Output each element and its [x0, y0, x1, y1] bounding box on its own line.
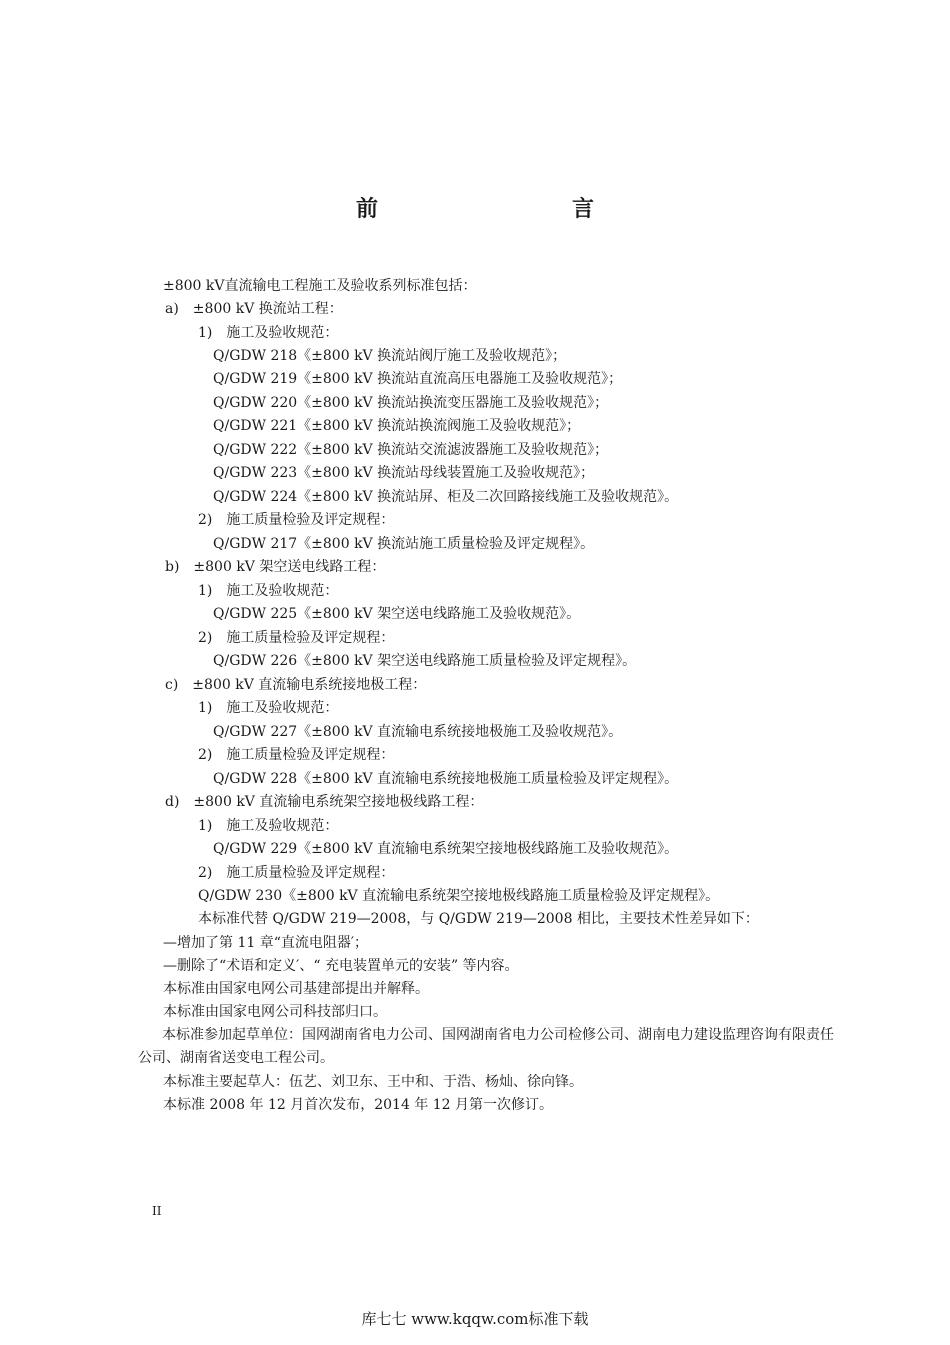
section-a-sub2: 2) 施工质量检验及评定规程：: [198, 512, 395, 528]
section-b-item2: Q/GDW 226《±800 kV 架空送电线路施工质量检验及评定规程》。: [213, 653, 637, 669]
section-a-item2: Q/GDW 217《±800 kV 换流站施工质量检验及评定规程》。: [213, 536, 595, 552]
section-b-heading: b) ±800 kV 架空送电线路工程：: [165, 559, 386, 575]
section-c-item1: Q/GDW 227《±800 kV 直流输电系统接地极施工及验收规范》。: [213, 724, 623, 740]
section-a-item: Q/GDW 218《±800 kV 换流站阀厅施工及验收规范》；: [213, 348, 567, 364]
section-a-item: Q/GDW 222《±800 kV 换流站交流滤波器施工及验收规范》；: [213, 442, 609, 458]
replace-statement: 本标准代替 Q/GDW 219—2008，与 Q/GDW 219—2008 相比，主要技术性差异如下：: [198, 911, 759, 927]
central-statement: 本标准由国家电网公司科技部归口。: [163, 1004, 387, 1020]
section-a-item: Q/GDW 224《±800 kV 换流站屏、柜及二次回路接线施工及验收规范》。: [213, 489, 679, 505]
footer-watermark: 库七七 www.kqqw.com标准下载: [361, 1310, 589, 1328]
section-a-sub1: 1) 施工及验收规范：: [198, 325, 339, 341]
intro-text: ±800 kV直流输电工程施工及验收系列标准包括：: [163, 278, 477, 294]
section-a-item: Q/GDW 220《±800 kV 换流站换流变压器施工及验收规范》；: [213, 395, 609, 411]
section-a-item: Q/GDW 221《±800 kV 换流站换流阀施工及验收规范》；: [213, 418, 581, 434]
section-c-sub2: 2) 施工质量检验及评定规程：: [198, 747, 395, 763]
section-a-item: Q/GDW 219《±800 kV 换流站直流高压电器施工及验收规范》；: [213, 371, 623, 387]
page-number: II: [152, 1204, 162, 1218]
diff-item: —删除了“术语和定义′、“ 充电装置单元的安装” 等内容。: [163, 958, 519, 974]
section-d-item2: Q/GDW 230《±800 kV 直流输电系统架空接地极线路施工质量检验及评定规程》。: [198, 888, 720, 904]
release-statement: 本标准 2008 年 12 月首次发布，2014 年 12 月第一次修订。: [163, 1097, 554, 1113]
section-d-sub1: 1) 施工及验收规范：: [198, 818, 339, 834]
section-a-heading: a) ±800 kV 换流站工程：: [165, 301, 343, 317]
section-d-item1: Q/GDW 229《±800 kV 直流输电系统架空接地极线路施工及验收规范》。: [213, 841, 679, 857]
page-title: 前 言: [355, 196, 644, 222]
section-c-sub1: 1) 施工及验收规范：: [198, 700, 339, 716]
drafting-units: 本标准参加起草单位：国网湖南省电力公司、国网湖南省电力公司检修公司、湖南电力建设监理咨询有限责任公司、湖南省送变电工程公司。: [138, 1027, 834, 1066]
propose-statement: 本标准由国家电网公司基建部提出并解释。: [163, 981, 429, 997]
section-d-heading: d) ±800 kV 直流输电系统架空接地极线路工程：: [165, 794, 484, 810]
diff-item: —增加了第 11 章“直流电阻器′；: [163, 935, 369, 951]
section-b-sub1: 1) 施工及验收规范：: [198, 583, 339, 599]
section-d-sub2: 2) 施工质量检验及评定规程：: [198, 865, 395, 881]
drafters-statement: 本标准主要起草人：伍艺、刘卫东、王中和、于浩、杨灿、徐向锋。: [163, 1074, 583, 1090]
section-c-item2: Q/GDW 228《±800 kV 直流输电系统接地极施工质量检验及评定规程》。: [213, 771, 679, 787]
section-b-item1: Q/GDW 225《±800 kV 架空送电线路施工及验收规范》。: [213, 606, 581, 622]
section-b-sub2: 2) 施工质量检验及评定规程：: [198, 630, 395, 646]
section-a-item: Q/GDW 223《±800 kV 换流站母线装置施工及验收规范》；: [213, 465, 595, 481]
section-c-heading: c) ±800 kV 直流输电系统接地极工程：: [165, 677, 427, 693]
